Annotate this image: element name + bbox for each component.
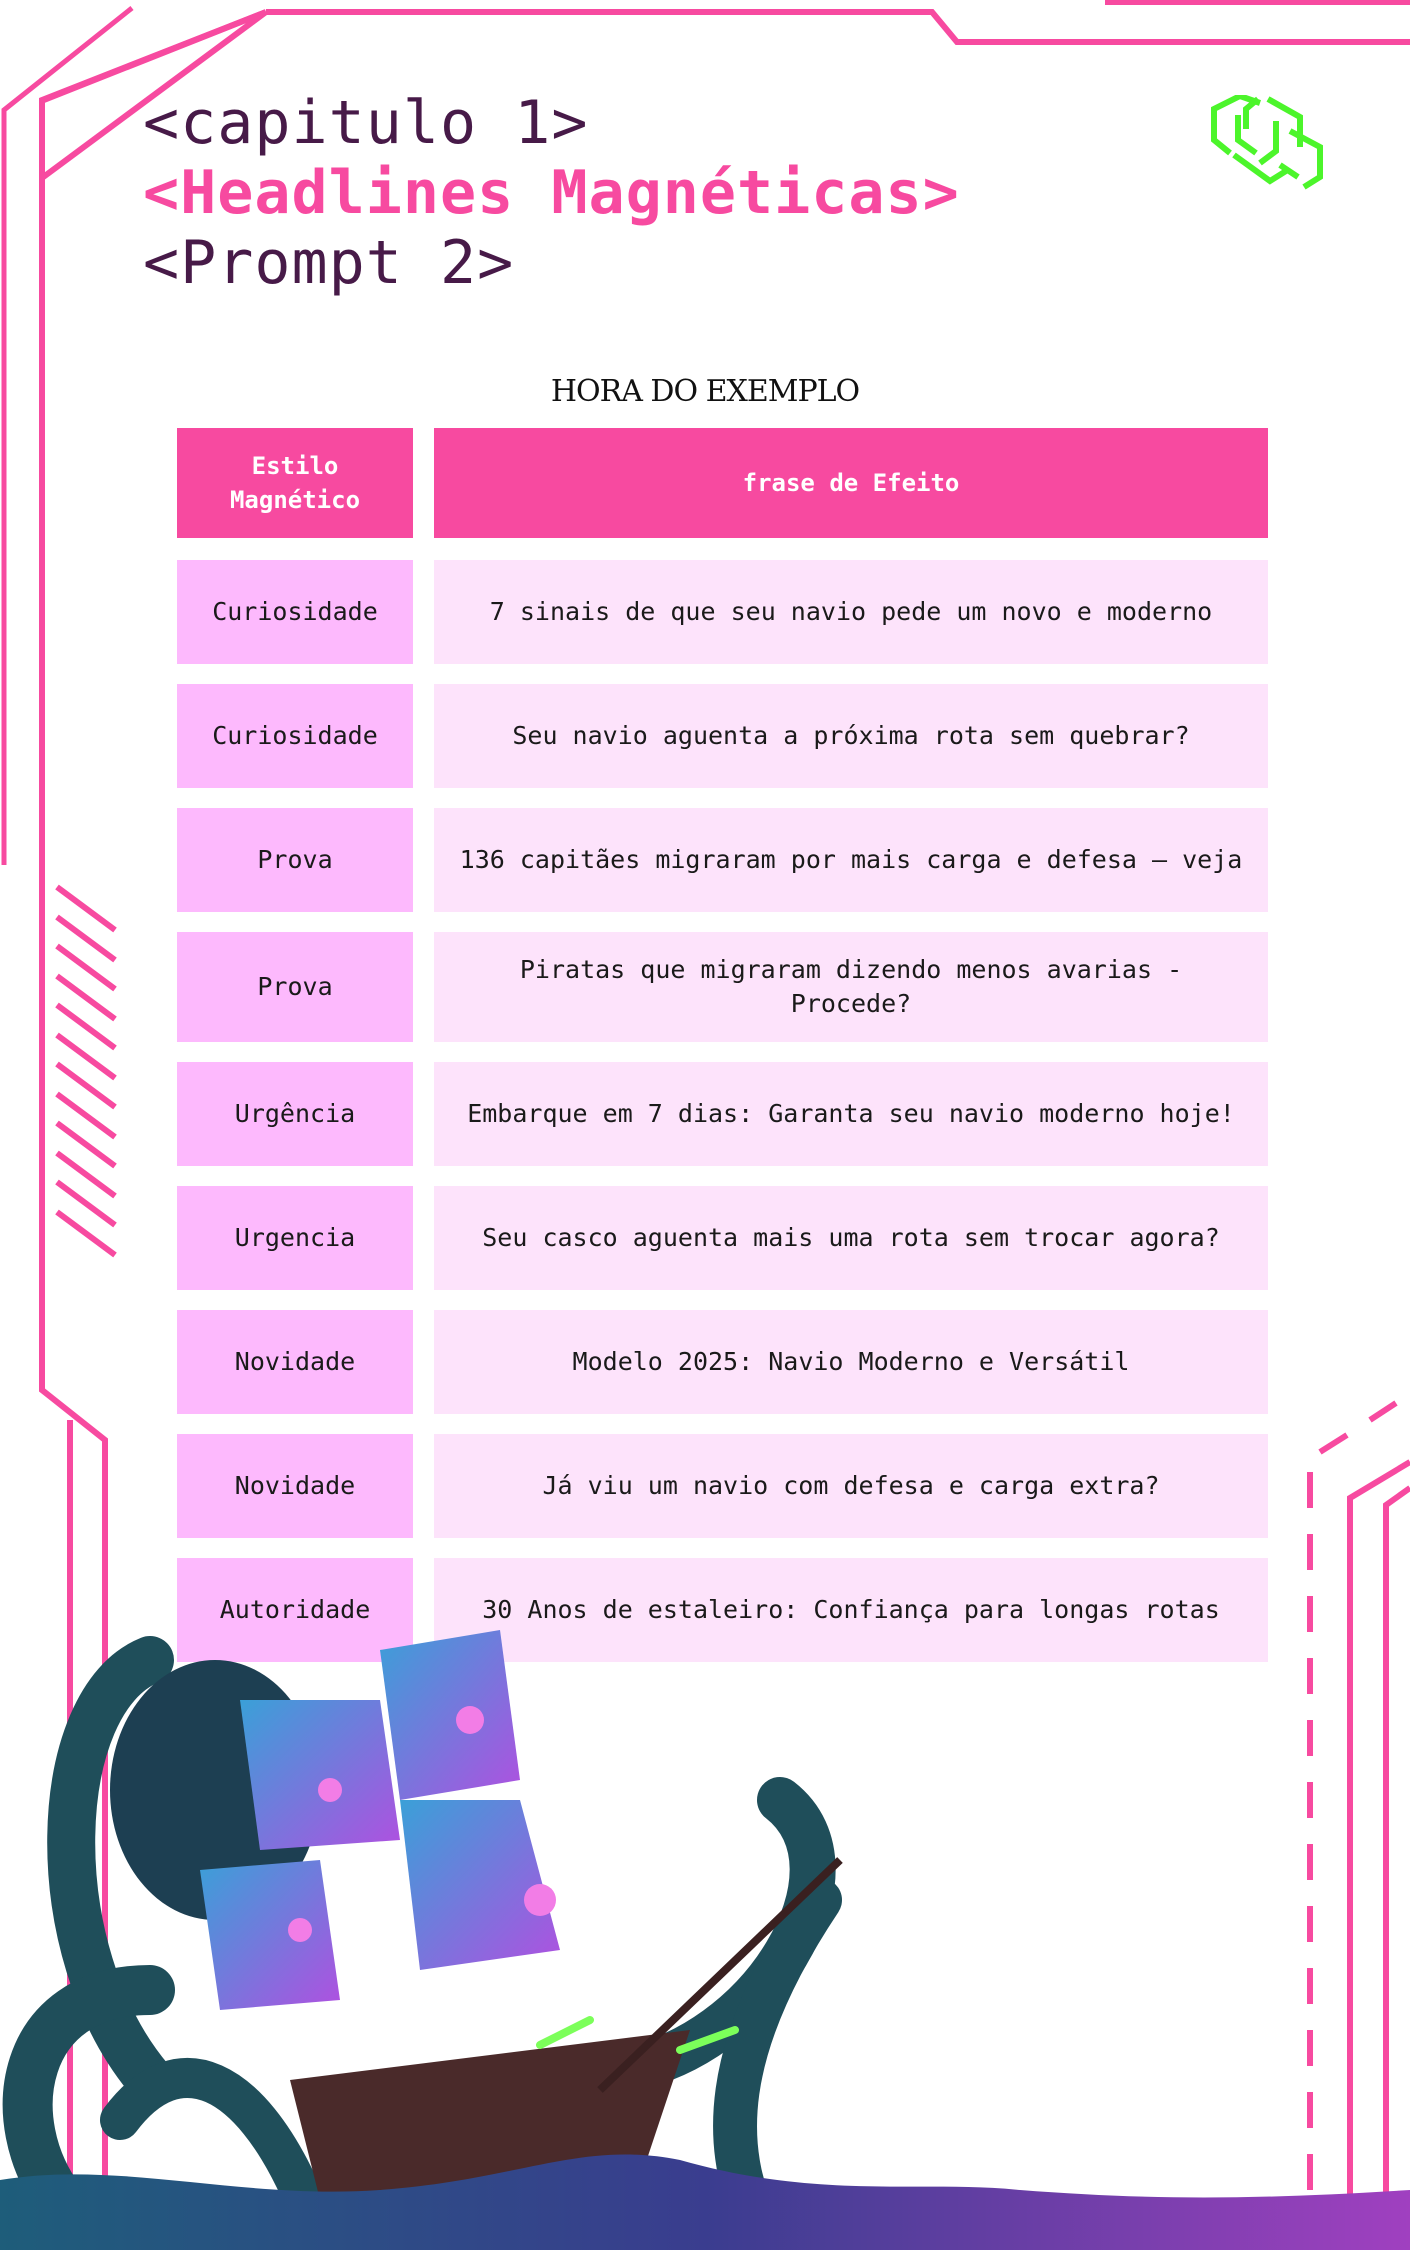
table-row [177, 1062, 1268, 1166]
table-row [177, 560, 1268, 664]
phrase-cell: 30 Anos de estaleiro: Confiança para longas rotas [434, 1558, 1268, 1662]
phrase-cell: 7 sinais de que seu navio pede um novo e moderno [434, 560, 1268, 664]
column-header-style-line2: Magnético [229, 486, 361, 514]
table-row [177, 684, 1268, 788]
phrase-cell: Já viu um navio com defesa e carga extra? [434, 1434, 1268, 1538]
style-cell: Prova [177, 808, 413, 912]
phrase-cell: Seu casco aguenta mais uma rota sem trocar agora? [434, 1186, 1268, 1290]
style-cell: Prova [177, 932, 413, 1042]
kraken-pirate-ship-illustration [0, 1600, 1410, 2250]
table-row [177, 1186, 1268, 1290]
column-header-style [177, 428, 413, 538]
style-cell: Autoridade [177, 1558, 413, 1662]
style-cell: Curiosidade [177, 560, 413, 664]
phrase-line-1: Piratas que migraram dizendo menos avarias - [519, 955, 1183, 984]
phrase-cell: Modelo 2025: Navio Moderno e Versátil [434, 1310, 1268, 1414]
table-row [177, 808, 1268, 912]
chapter-label: <capitulo 1> [143, 88, 589, 158]
table-row [177, 1310, 1268, 1414]
phrase-cell: Seu navio aguenta a próxima rota sem quebrar? [434, 684, 1268, 788]
phrase-cell: 136 capitães migraram por mais carga e defesa — veja [434, 808, 1268, 912]
style-cell: Urgência [177, 1062, 413, 1166]
column-header-style-line1: Estilo [251, 452, 339, 480]
style-cell: Novidade [177, 1310, 413, 1414]
prompt-label: <Prompt 2> [143, 228, 515, 298]
column-header-phrase: frase de Efeito [434, 428, 1268, 538]
style-cell: Urgencia [177, 1186, 413, 1290]
hexagon-cubes-logo-icon [1210, 95, 1325, 190]
style-cell: Novidade [177, 1434, 413, 1538]
phrase-line-2: Procede? [790, 989, 912, 1018]
table-row [177, 1434, 1268, 1538]
style-cell: Curiosidade [177, 684, 413, 788]
phrase-cell: Embarque em 7 dias: Garanta seu navio moderno hoje! [434, 1062, 1268, 1166]
table-row [177, 932, 1268, 1042]
table-header-row [177, 428, 1268, 538]
chapter-title: <Headlines Magnéticas> [143, 158, 960, 228]
phrase-cell [434, 932, 1268, 1042]
chapter-title-block [143, 88, 960, 298]
section-title: HORA DO EXEMPLO [550, 374, 860, 409]
